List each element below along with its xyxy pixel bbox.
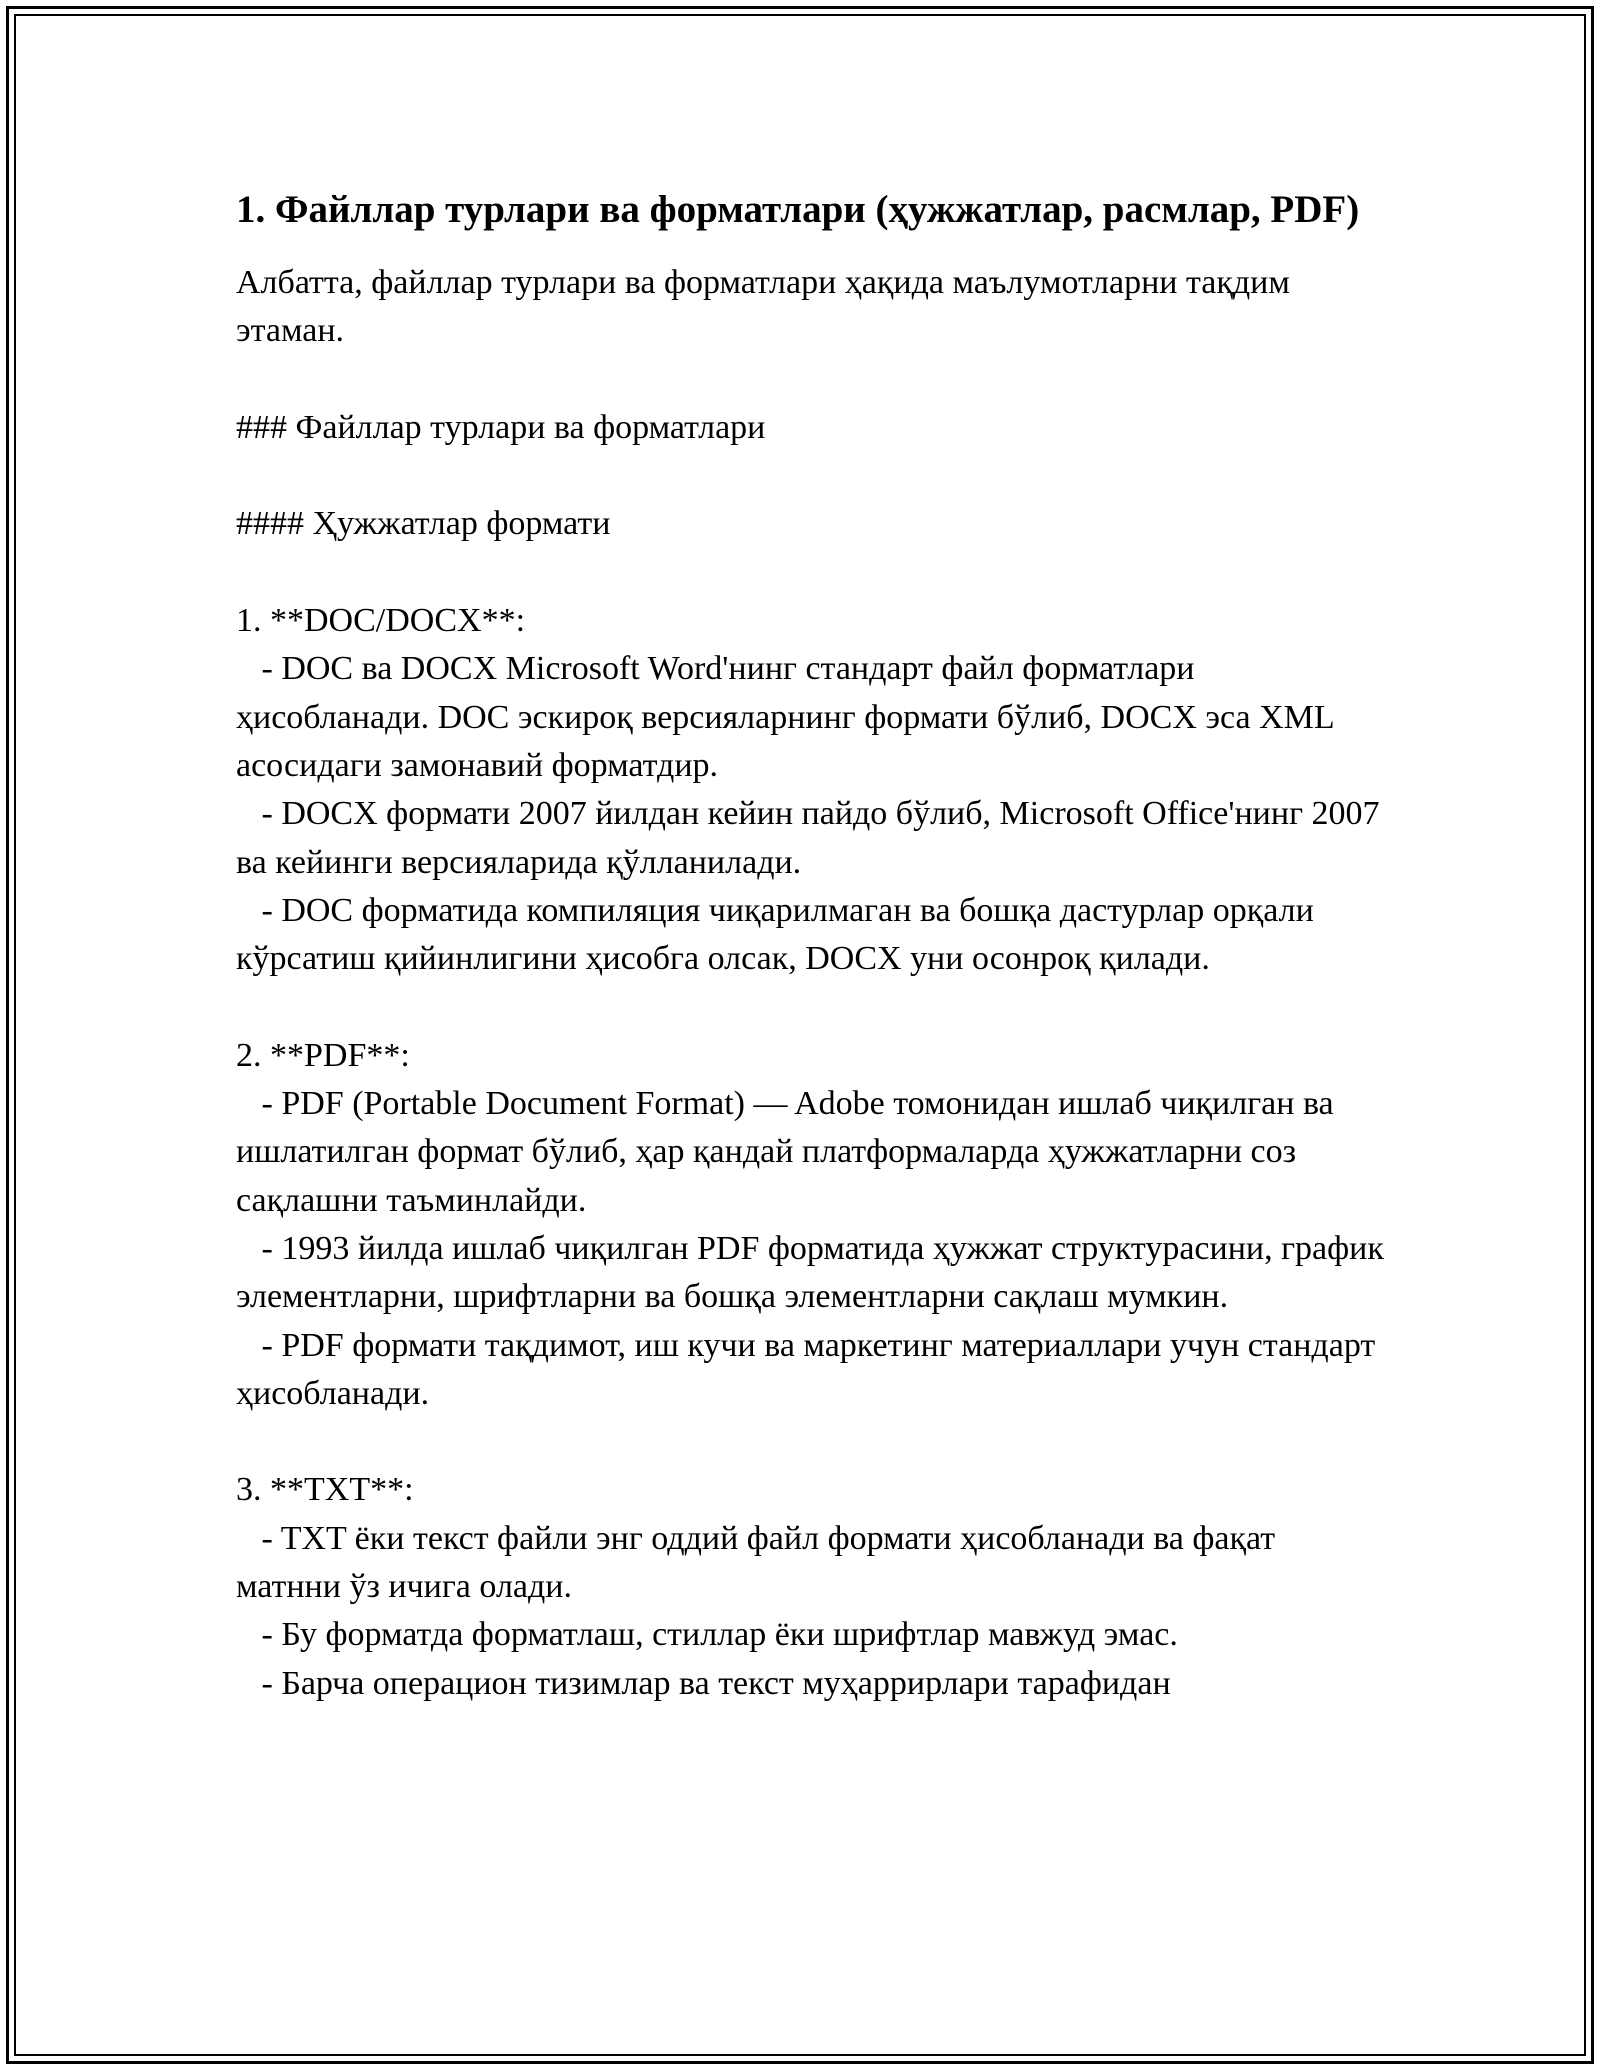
document-body: Албатта, файллар турлари ва форматлари ҳақида маълумотларни тақдим этаман. ### Файллар турлари ва форматлари #### Ҳужжатлар формати 1. **DOC/DOCX**: - DOC ва DOCX Microsoft Word'нинг стандарт файл форматлари ҳисобланади. DOC эскироқ версияларнинг формати бўлиб, DOCX эса XML асосидаги замонавий форматдир. - DOCX формати 2007 йилдан кейин пайдо бўлиб, Microsoft Office'нинг 2007 ва кейинги версияларида қўлланилади. - DOC форматида компиляция чиқарилмаган ва бошқа дастурлар орқали кўрсатиш қийинлигини ҳисобга олсак, DOCX уни осонроқ қилади. 2. **PDF**: - PDF (Portable Document Format) — Adobe томонидан ишлаб чиқилган ва ишлатилган формат бўлиб, ҳар қандай платформаларда ҳужжатларни соз сақлашни таъминлайди. - 1993 йилда ишлаб чиқилган PDF форматида ҳужжат структурасини, график элементларни, шрифтларни ва бошқа элементларни сақлаш мумкин. - PDF формати тақдимот, иш кучи ва маркетинг материаллари учун стандарт ҳисобланади. 3. **TXT**: - TXT ёки текст файли энг оддий файл формати ҳисобланади ва фақат матнни ўз ичига олади. - Бу форматда форматлаш, стиллар ёки шрифтлар мавжуд эмас. - Барча операцион тизимлар ва текст муҳаррирлари тарафидан <box>236 264 1384 1702</box>
document-title: 1. Файллар турлари ва форматлари (ҳужжатлар, расмлар, PDF) <box>236 188 1360 231</box>
document-content <box>236 183 1386 1708</box>
